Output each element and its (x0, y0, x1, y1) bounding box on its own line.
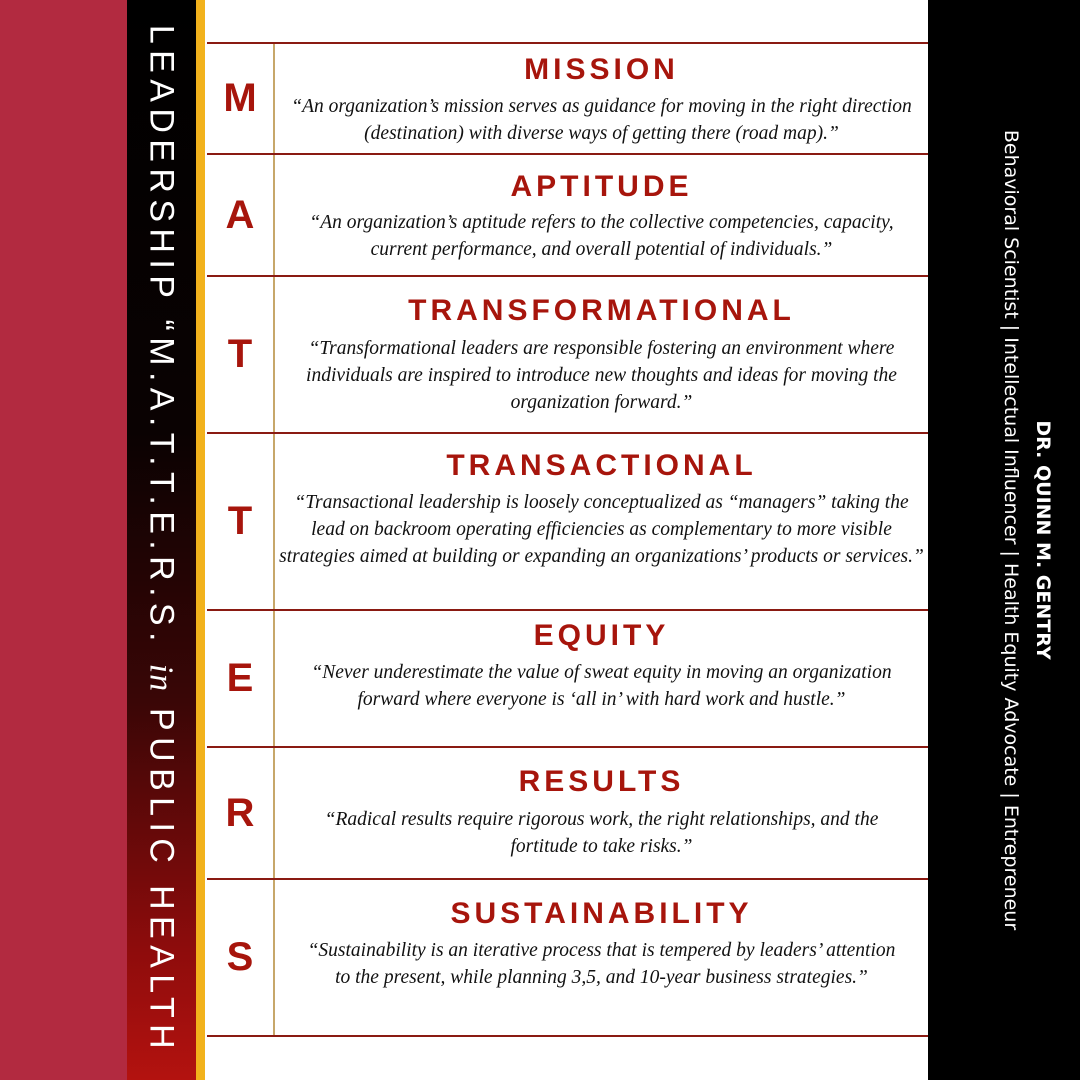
row-quote: “An organization’s mission serves as guidance for moving in the right direction (destination) with diverse ways of getting there (road map).” (291, 96, 912, 144)
matters-row-equity (207, 609, 928, 746)
matters-row-aptitude (207, 153, 928, 275)
row-heading: TRANSFORMATIONAL (408, 294, 795, 327)
author-name: DR. QUINN M. GENTRY (1032, 420, 1054, 660)
matters-row-results (207, 746, 928, 878)
row-heading: EQUITY (533, 619, 670, 652)
row-quote: “Radical results require rigorous work, the right relationships, and the fortitude to take risks.” (324, 809, 879, 857)
row-content (275, 44, 928, 153)
row-heading: SUSTAINABILITY (450, 897, 753, 930)
vertical-title-in: in (142, 663, 180, 693)
row-letter: T (207, 277, 275, 432)
gold-stripe (196, 0, 205, 1080)
row-heading: APTITUDE (510, 170, 693, 203)
vertical-title (142, 25, 181, 1055)
row-letter: M (207, 44, 275, 153)
row-heading: MISSION (524, 53, 679, 86)
row-content (275, 880, 928, 1035)
matters-row-transformational (207, 275, 928, 432)
row-quote: “An organization’s aptitude refers to the collective competencies, capacity, current performance, and overall potential of individuals.” (309, 212, 894, 260)
row-letter: S (207, 880, 275, 1035)
matters-row-mission (207, 42, 928, 153)
row-quote: “Never underestimate the value of sweat equity in moving an organization forward where everyone is ‘all in’ with hard work and hustle.” (311, 662, 892, 710)
vertical-title-topic: PUBLIC HEALTH (142, 708, 181, 1056)
row-heading: RESULTS (518, 765, 685, 798)
left-red-band (0, 0, 127, 1080)
row-quote: “Transformational leaders are responsible fostering an environment where individuals are inspired to introduce new thoughts and ideas for moving the organization forward.” (306, 338, 897, 413)
row-content (275, 611, 928, 746)
matters-table (207, 42, 928, 1037)
vertical-title-main: LEADERSHIP “M.A.T.T.E.R.S. (142, 24, 181, 648)
row-quote: “Sustainability is an iterative process that is tempered by leaders’ attention to the present, while planning 3,5, and 10-year business strategies.” (307, 940, 896, 988)
row-letter: R (207, 748, 275, 878)
row-content (275, 434, 928, 609)
row-letter: A (207, 155, 275, 275)
row-content (275, 277, 928, 432)
row-content (275, 748, 928, 878)
row-heading: TRANSACTIONAL (446, 449, 757, 482)
matters-row-sustainability (207, 878, 928, 1037)
row-letter: T (207, 434, 275, 609)
matters-row-transactional (207, 432, 928, 609)
row-letter: E (207, 611, 275, 746)
author-roles: Behavioral Scientist | Intellectual Influencer | Health Equity Advocate | Entrepreneur (1000, 129, 1022, 931)
row-quote: “Transactional leadership is loosely conceptualized as “managers” taking the lead on backroom operating efficiencies as complementary to more visible strategies aimed at building or expanding an organizations’ products or services.” (279, 492, 924, 567)
row-content (275, 155, 928, 275)
